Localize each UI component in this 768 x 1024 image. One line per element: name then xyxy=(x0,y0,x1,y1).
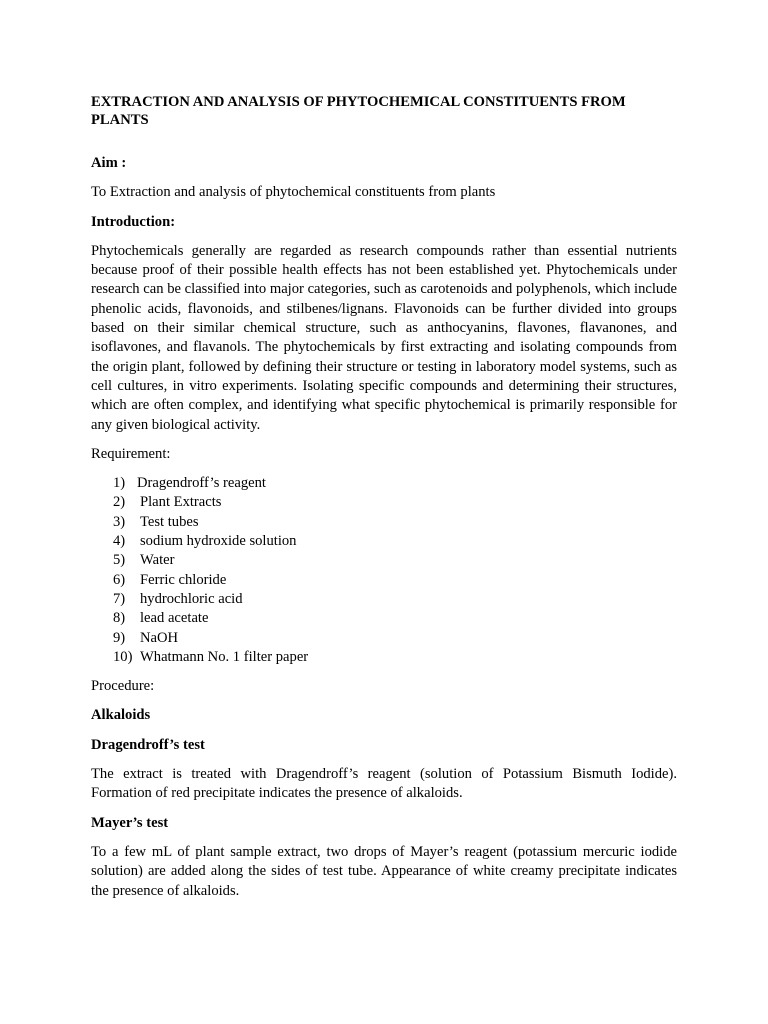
mayer-test-text: To a few mL of plant sample extract, two drops of Mayer’s reagent (potassium mercuric iodide solution) are added along the sides of test tube. Appearance of white creamy precipitate indicates the presence of alkaloids. xyxy=(91,843,677,899)
procedure-label: Procedure: xyxy=(91,678,155,695)
requirement-number: 6) xyxy=(113,571,126,588)
requirement-text: Whatmann No. 1 filter paper xyxy=(140,648,309,665)
requirement-number: 2) xyxy=(113,494,126,511)
requirement-item xyxy=(91,551,677,570)
requirement-item xyxy=(91,474,677,493)
requirement-number: 10) xyxy=(113,648,133,665)
document-title: EXTRACTION AND ANALYSIS OF PHYTOCHEMICAL CONSTITUENTS FROM PLANTS xyxy=(91,94,626,128)
aim-text: To Extraction and analysis of phytochemical constituents from plants xyxy=(91,184,496,201)
requirement-number: 7) xyxy=(113,590,126,607)
requirement-item xyxy=(91,571,677,590)
requirement-item xyxy=(91,609,677,628)
requirement-number: 3) xyxy=(113,513,126,530)
alkaloids-heading: Alkaloids xyxy=(91,707,151,724)
requirement-text: Ferric chloride xyxy=(140,571,227,588)
requirement-text: Test tubes xyxy=(140,513,199,530)
aim-heading: Aim : xyxy=(91,155,127,171)
requirement-item xyxy=(91,590,677,609)
document-page xyxy=(91,93,677,901)
mayer-test-heading: Mayer’s test xyxy=(91,814,169,831)
requirement-text: Plant Extracts xyxy=(140,494,222,511)
introduction-heading: Introduction: xyxy=(91,213,176,230)
requirement-text: sodium hydroxide solution xyxy=(140,533,297,550)
requirement-label: Requirement: xyxy=(91,445,171,462)
requirement-number: 9) xyxy=(113,629,126,646)
requirement-item xyxy=(91,513,677,532)
requirement-list xyxy=(91,474,677,667)
requirement-text: hydrochloric acid xyxy=(140,590,243,607)
requirement-number: 1) xyxy=(113,475,126,492)
requirement-item xyxy=(91,493,677,512)
requirement-number: 5) xyxy=(113,552,126,569)
requirement-text: Water xyxy=(140,552,175,569)
requirement-item xyxy=(91,629,677,648)
requirement-item xyxy=(91,648,677,667)
requirement-number: 8) xyxy=(113,610,126,627)
requirement-item xyxy=(91,532,677,551)
dragendroff-test-heading: Dragendroff’s test xyxy=(91,736,205,753)
requirement-text: lead acetate xyxy=(140,610,209,627)
requirement-number: 4) xyxy=(113,533,126,550)
dragendroff-test-text: The extract is treated with Dragendroff’s reagent (solution of Potassium Bismuth Iodide). Formation of red precipitate indicates the presence of alkaloids. xyxy=(91,766,677,802)
requirement-text: Dragendroff’s reagent xyxy=(137,475,266,492)
introduction-text: Phytochemicals generally are regarded as research compounds rather than essential nutrients because proof of their possible health effects has not been established yet. Phytochemicals under research can be classified into major categories, such as carotenoids and polyphenols, which include phenolic acids, flavonoids, and stilbenes/lignans. Flavonoids can be further divided into groups based on their similar chemical structure, such as anthocyanins, flavones, flavanones, and isoflavones, and flavanols. The phytochemicals by first extracting and isolating compounds from the origin plant, followed by defining their structure or testing in laboratory model systems, such as cell cultures, in vitro experiments. Isolating specific compounds and determining their structures, which are often complex, and identifying what specific phytochemical is primarily responsible for any given biological activity. xyxy=(91,242,677,433)
requirement-text: NaOH xyxy=(140,629,179,646)
